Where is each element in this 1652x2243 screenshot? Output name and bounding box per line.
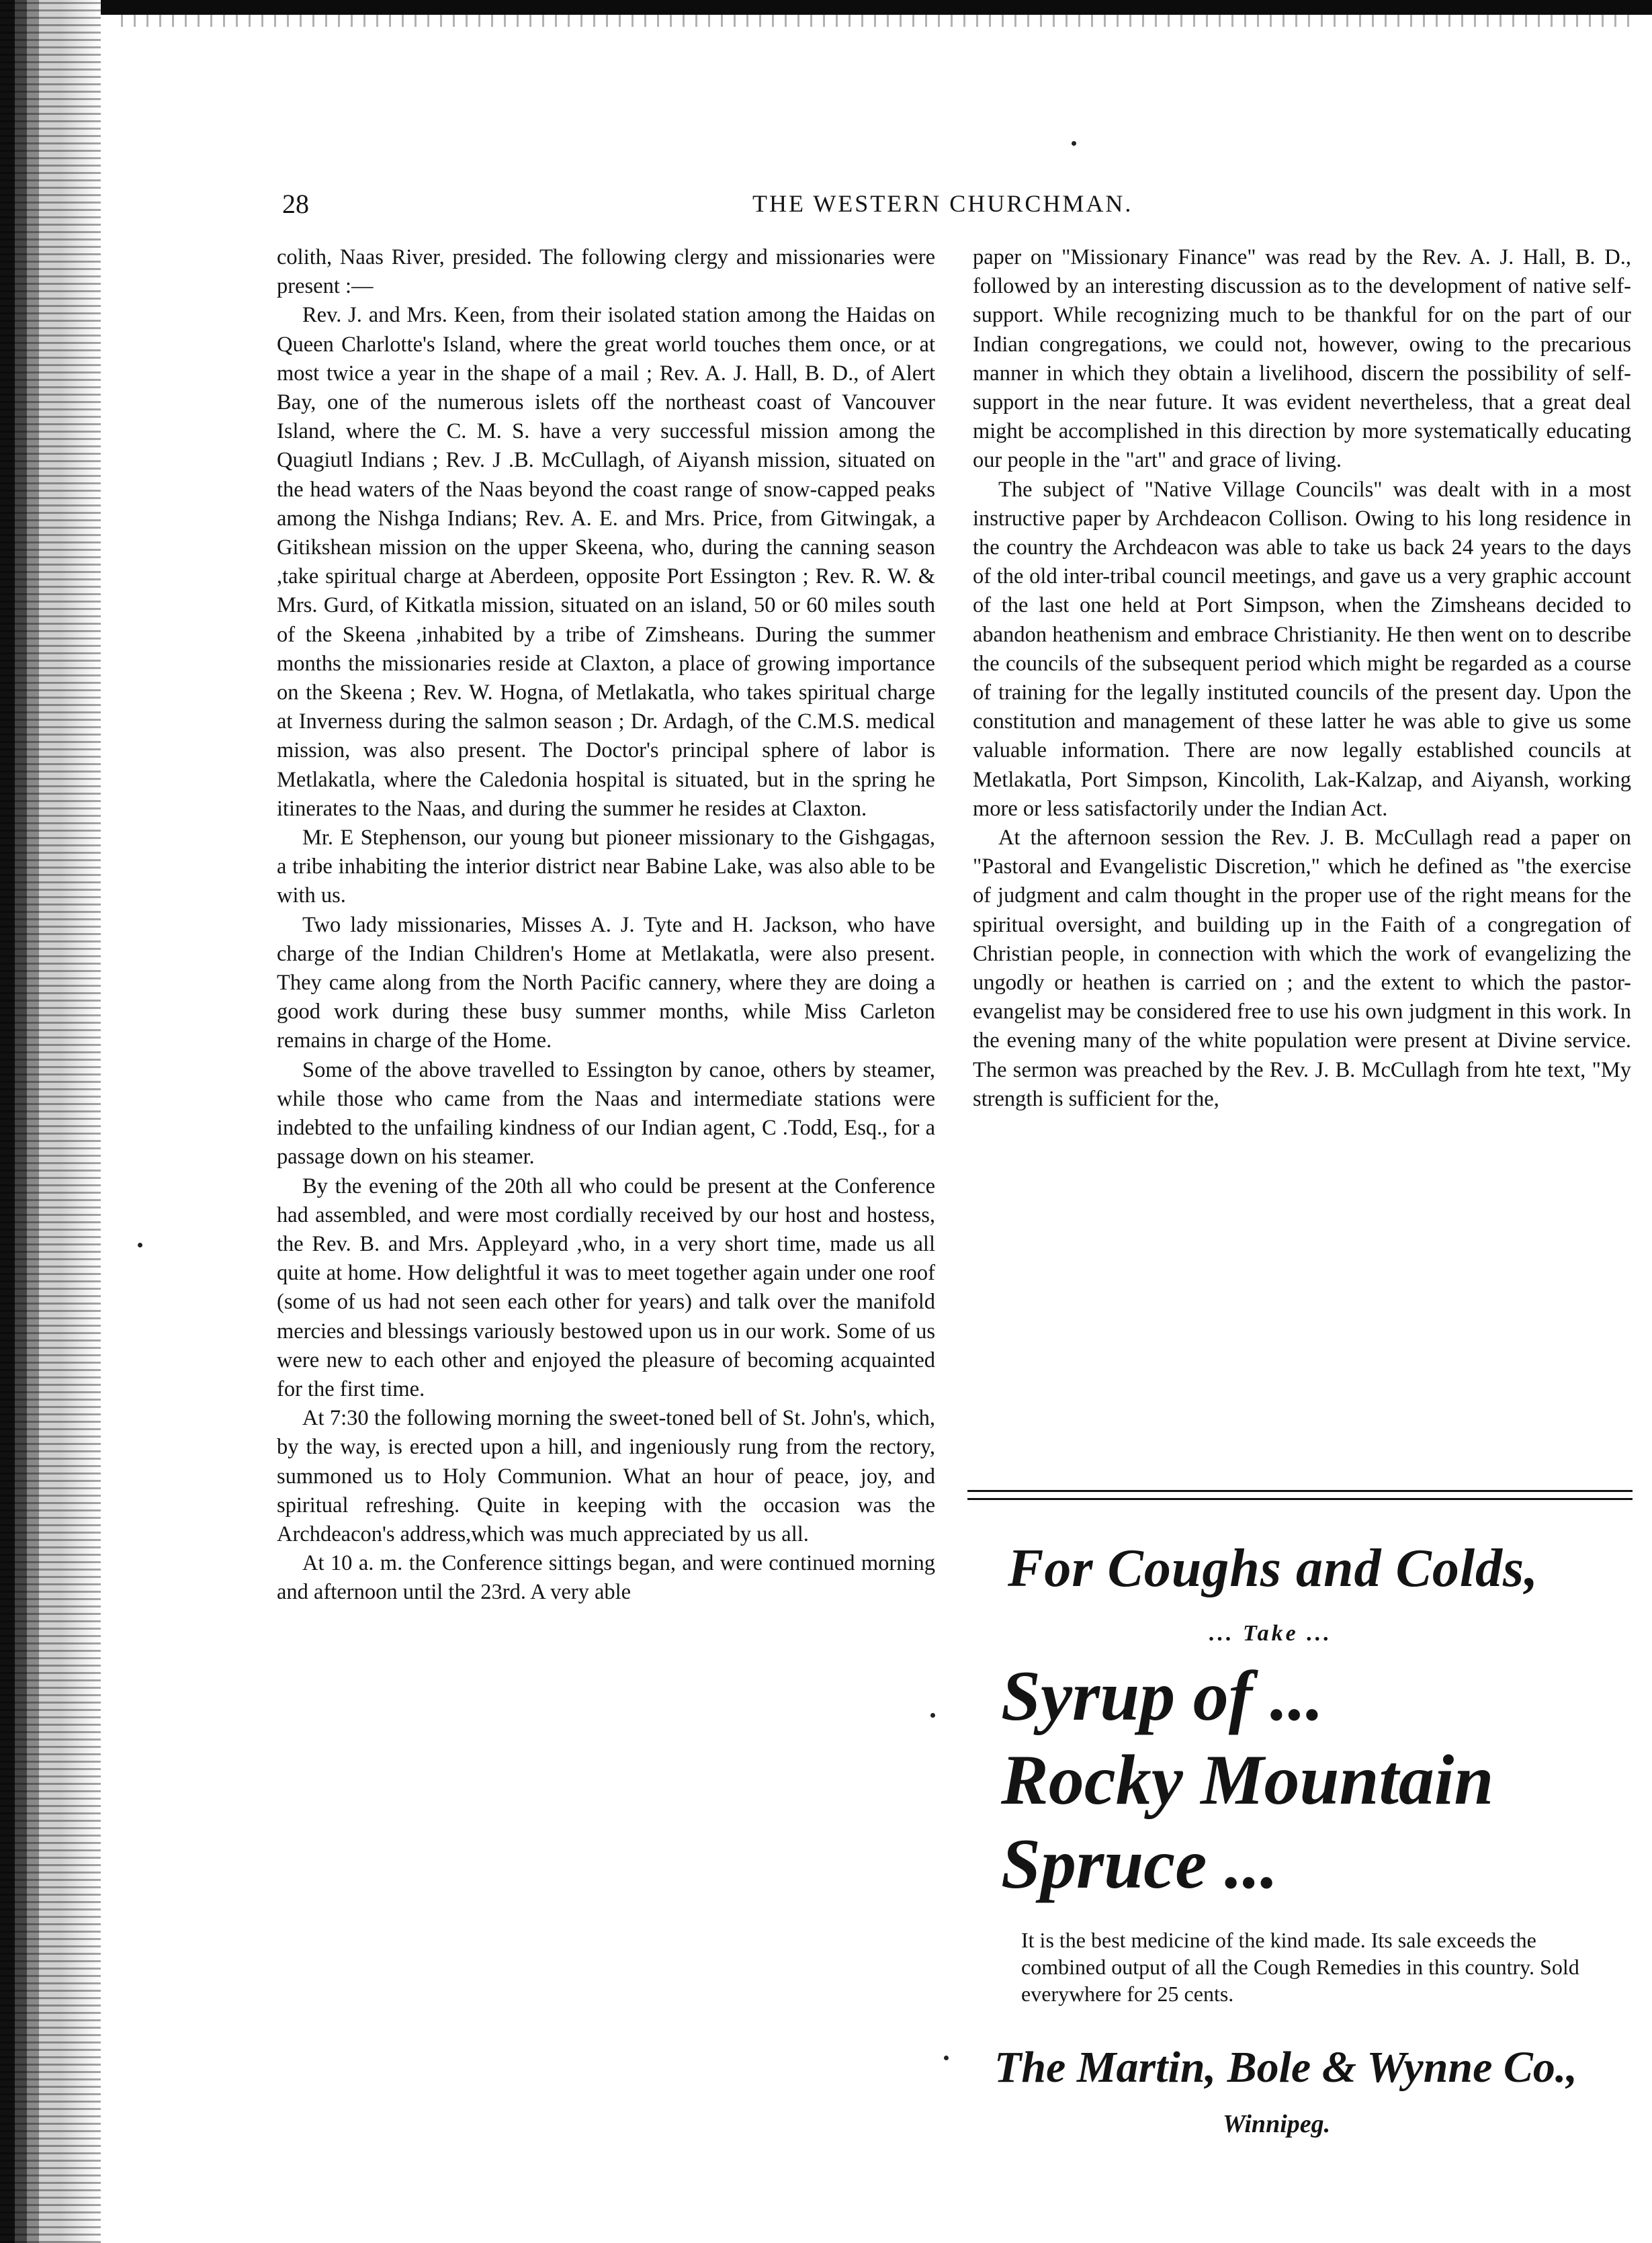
scan-speck [138,1243,142,1247]
ad-product-line: Spruce ... [1001,1824,1278,1903]
advertisement-divider [967,1490,1633,1500]
page-header [282,188,1491,228]
page-number: 28 [282,189,309,219]
paragraph: Two lady missionaries, Misses A. J. Tyte and H. Jackson, who have charge of the Indian Children's Home at Metlakatla, were also present. They came along from the North Pacific cannery, where they are doing a good work during these busy summer months, while Miss Carleton remains in charge of the Home. [277,912,935,1053]
right-column [973,243,1631,1114]
ad-company-name: The Martin, Bole & Wynne Co., [994,2043,1577,2092]
paragraph: Rev. J. and Mrs. Keen, from their isolated station among the Haidas on Queen Charlotte's Island, where the great world touches them once, or at most twice a year in the shape of a mail ; Rev. A. J. Hall, B. D., of Alert Bay, one of the numerous islets off the northeast coast of Vancouver Island, where the C. M. S. have a very successful mission among the Quagiutl Indians ; Rev. J .B. McCullagh, of Aiyansh mission, situated on the head waters of the Naas beyond the coast range of snow-capped peaks among the Nishga Indians; Rev. A. E. and Mrs. Price, from Gitwingak, a Gitikshean mission on the upper Skeena, who, during the canning season ,take spiritual charge at Aberdeen, opposite Port Essington ; Rev. R. W. & Mrs. Gurd, of Kitkatla mission, situated on an island, 50 or 60 miles south of the Skeena ,inhabited by a tribe of Zimsheans. During the summer months the missionaries reside at Claxton, a place of growing importance on the Skeena ; Rev. W. Hogna, of Metlakatla, who takes spiritual charge at Inverness during the salmon season ; Dr. Ardagh, of the C.M.S. medical mission, was also present. The Doctor's principal sphere of labor is Metlakatla, where the Caledonia hospital is situated, but in the spring he itinerates to the Naas, and during the summer he resides at Claxton. [277,303,935,821]
paragraph: By the evening of the 20th all who could be present at the Conference had assembled, and were most cordially received by our host and hostess, the Rev. B. and Mrs. Appleyard ,who, in a very short time, made us all quite at home. How delightful it was to meet together again under one roof (some of us had not seen each other for years) and talk over the manifold mercies and blessings variously bestowed upon us in our work. Some of us were new to each other and enjoyed the pleasure of becoming acquainted for the first time. [277,1174,935,1401]
paragraph: At the afternoon session the Rev. J. B. McCullagh read a paper on "Pastoral and Evangelistic Discretion," which he defined as "the exercise of judgment and calm thought in the proper use of the right means for the spiritual oversight, and building up in the Faith of a congregation of Christian people, in connection with which the work of evangelizing the ungodly or heathen is carried on ; and the extent to which the pastor-evangelist may be considered free to use his own judgment in this work. In the evening many of the white population were present at Divine service. The sermon was preached by the Rev. J. B. McCullagh from hte text, "My strength is sufficient for the, [973,826,1631,1111]
ad-product-line: Syrup of ... [1001,1657,1324,1735]
scan-noise [121,15,1639,27]
ad-city: Winnipeg. [1223,2110,1331,2138]
paragraph: Some of the above travelled to Essington by canoe, others by steamer, while those who came from the Naas and intermediate stations were indebted to the unfailing kindness of our Indian agent, C .Todd, Esq., for a passage down on his steamer. [277,1057,935,1170]
advertisement [967,1511,1633,2138]
top-scan-border [0,0,1652,15]
paragraph: At 10 a. m. the Conference sittings began, and were continued morning and afternoon until the 23rd. A very able [277,1551,935,1605]
left-column [277,243,935,1608]
ad-take-line: ... Take ... [1209,1621,1332,1646]
ad-body-text: It is the best medicine of the kind made. Its sale exceeds the combined output of all the Cough Remedies in this country. Sold everywhere for 25 cents. [1021,1928,1579,2006]
paragraph: Mr. E Stephenson, our young but pioneer missionary to the Gishgagas, a tribe inhabiting the interior district near Babine Lake, was also able to be with us. [277,826,935,908]
paragraph: At 7:30 the following morning the sweet-toned bell of St. John's, which, by the way, is erected upon a hill, and ingeniously rung from the rectory, summoned us to Holy Communion. What an hour of peace, joy, and spiritual refreshing. Quite in keeping with the occasion was the Archdeacon's address,which was much appreciated by us all. [277,1406,935,1546]
running-title: THE WESTERN CHURCHMAN. [752,190,1133,217]
scan-binding-edge [0,0,101,2243]
scan-speck [944,2056,949,2060]
paragraph: colith, Naas River, presided. The following clergy and missionaries were present :— [277,245,935,299]
scan-speck [1072,141,1076,146]
scan-speck [930,1713,935,1718]
paragraph: The subject of "Native Village Councils" was dealt with in a most instructive paper by Archdeacon Collison. Owing to his long residence in the country the Archdeacon was able to take us back 24 years to the days of the old inter-tribal council meetings, and gave us a very graphic account of the last one held at Port Simpson, when the Zimsheans decided to abandon heathenism and embrace Christianity. He then went on to describe the councils of the subsequent period which might be regarded as a course of training for the legally instituted councils of the present day. Upon the constitution and management of these latter he was able to give us some valuable information. There are now legally established councils at Metlakatla, Port Simpson, Kincolith, Lak-Kalzap, and Aiyansh, working more or less satisfactorily under the Indian Act. [973,477,1631,821]
ad-product-line: Rocky Mountain [1001,1741,1494,1819]
paragraph: paper on "Missionary Finance" was read by the Rev. A. J. Hall, B. D., followed by an interesting discussion as to the development of native self-support. While recognizing much to be thankful for on the part of our Indian congregations, we could not, however, owing to the precarious manner in which they obtain a livelihood, discern the possibility of self-support in the near future. It was evident nevertheless, that a great deal might be accomplished in this direction by more systematically educating our people in the "art" and grace of living. [973,245,1631,473]
ad-headline: For Coughs and Colds, [1008,1539,1539,1598]
